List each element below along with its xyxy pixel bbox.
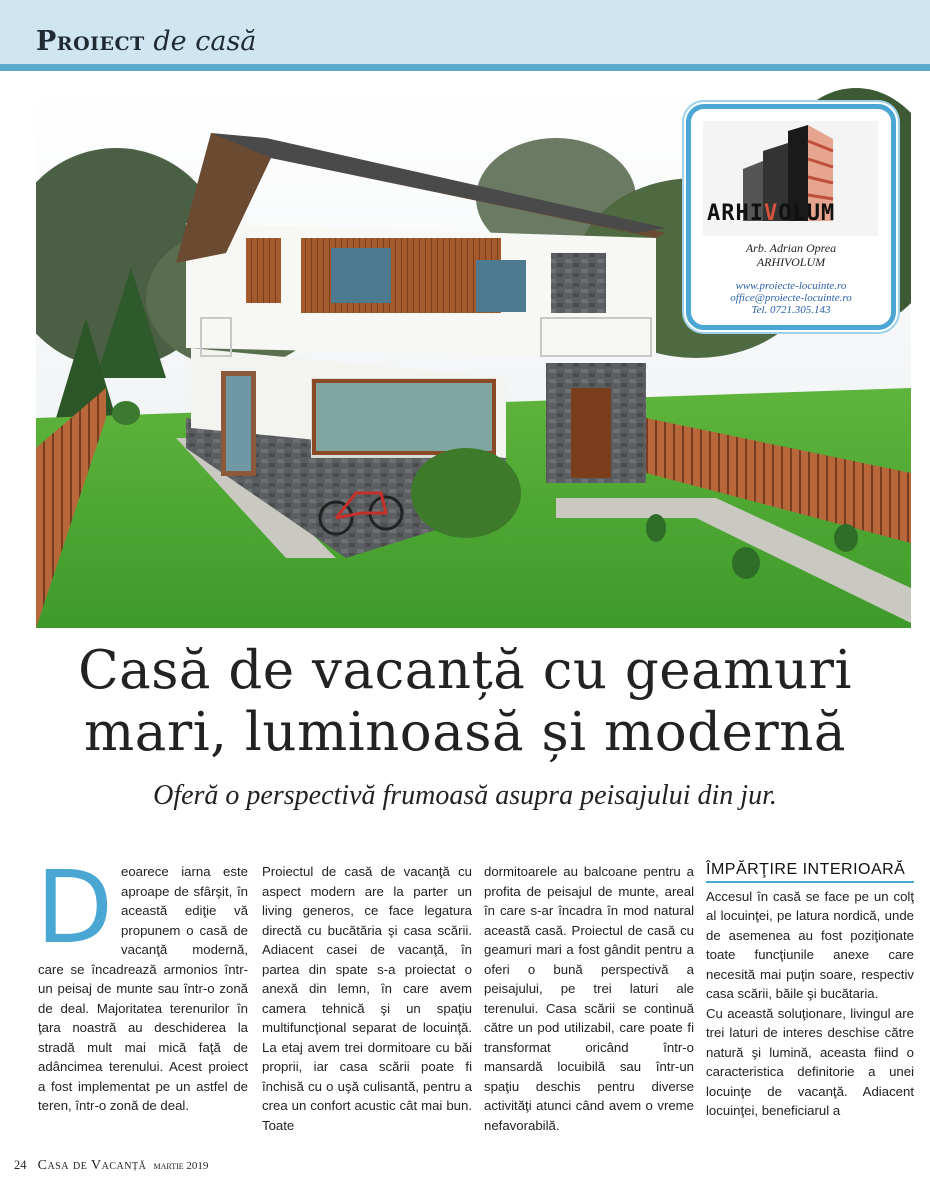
- architect-logo-card: [686, 104, 896, 330]
- column-1-text: eoarece iarna este aproape de sfârşit, în această ediţie vă propunem o casă de vacanţă modernă, care se încadrează armonios într-un peisaj de munte sau într-o zonă de deal. Majoritatea terenurilor în ţara noastră au deschiderea la stradă mult mai mică faţă de adâncimea terenului. Acest proiect a fost implementat pe un astfel de teren, într-o zonă de deal.: [38, 864, 248, 1113]
- column-4-paragraph-1: Accesul în casă se face pe un colţ al locuinţei, pe latura nordică, unde de asemenea au fost poziţionate toate funcţiunile anexe care necesită mai puţin soare, respectiv casa scării, băile şi bucătaria.: [706, 888, 914, 1001]
- logo-author-block: [691, 241, 891, 269]
- section-label: [36, 27, 256, 57]
- architect-firm: ARHIVOLUM: [756, 255, 826, 269]
- magazine-name: Casa de Vacanță: [37, 1158, 147, 1173]
- phone-number: Tel. 0721.305.143: [751, 304, 831, 316]
- logo-wordmark-b: OLUM: [778, 201, 836, 226]
- architect-name: Arb. Adrian Oprea: [745, 241, 837, 255]
- article-title-line2: mari, luminoasă și modernă: [84, 702, 846, 763]
- body-column-3: dormitoarele au balcoane pentru a profita de peisajul de munte, areal în care s-ar încadra în mod natural această casă. Proiectul de casă cu geamuri mari a fost gândit pentru a oferi o bună perspectivă a peisajului, pe trei laturi ale terenului. Casa scării se continuă către un pod utilizabil, care poate fi transformat oricând într-o mansardă locuibilă sau într-un spaţiu deschis pentru diverse activităţi atunci când avem o vreme nefavorabilă.: [484, 864, 694, 1133]
- section-suffix: de casă: [153, 26, 257, 57]
- body-column-2: Proiectul de casă de vacanţă cu aspect modern are la parter un living generos, ce face legatura directă cu bucătăria şi casa scării. Adiacent casei de vacanţă, în partea din spate s-a proiectat o anexă din lemn, în care avem camera tehnică şi un spaţiu multifuncţional separat de locuinţă. La etaj avem trei dormitoare cu băi proprii, iar casa scării poate fi închisă cu o uşă culisantă, pentru a crea un confort acustic cât mai bun. Toate: [262, 864, 472, 1133]
- logo-wordmark-o: V: [763, 201, 779, 226]
- body-column-4: [706, 862, 914, 1121]
- section-name: Proiect: [36, 26, 145, 57]
- website-link[interactable]: www.proiecte-locuinte.ro: [735, 280, 847, 292]
- article-subtitle: Oferă o perspectivă frumoasă asupra peisajului din jur.: [153, 780, 777, 811]
- issue-date: martie 2019: [153, 1160, 209, 1172]
- logo-wordmark-a: ARHI: [707, 201, 764, 226]
- drop-cap: D: [36, 849, 114, 966]
- article-title-line1: Casă de vacanță cu geamuri: [78, 640, 852, 701]
- logo-wordmark: [707, 201, 835, 226]
- email-link[interactable]: office@proiecte-locuinte.ro: [730, 292, 852, 304]
- column-4-paragraph-2: Cu această soluţionare, livingul are trei laturi de interes deschise către natură şi lumină, aceasta fiind o caracteristica definitorie a unei locuinţe de vacanţă. Adiacent locuinţei, beneficiarul a: [706, 1005, 914, 1118]
- section-heading-interior: ÎMPĂRŢIRE INTERIOARĂ: [706, 860, 914, 883]
- page-footer: [14, 1158, 208, 1174]
- page-number: 24: [14, 1158, 27, 1172]
- logo-contact-block: [691, 280, 891, 316]
- article-title: [0, 640, 930, 764]
- body-column-1: [36, 849, 248, 1116]
- header-rule: [0, 64, 930, 71]
